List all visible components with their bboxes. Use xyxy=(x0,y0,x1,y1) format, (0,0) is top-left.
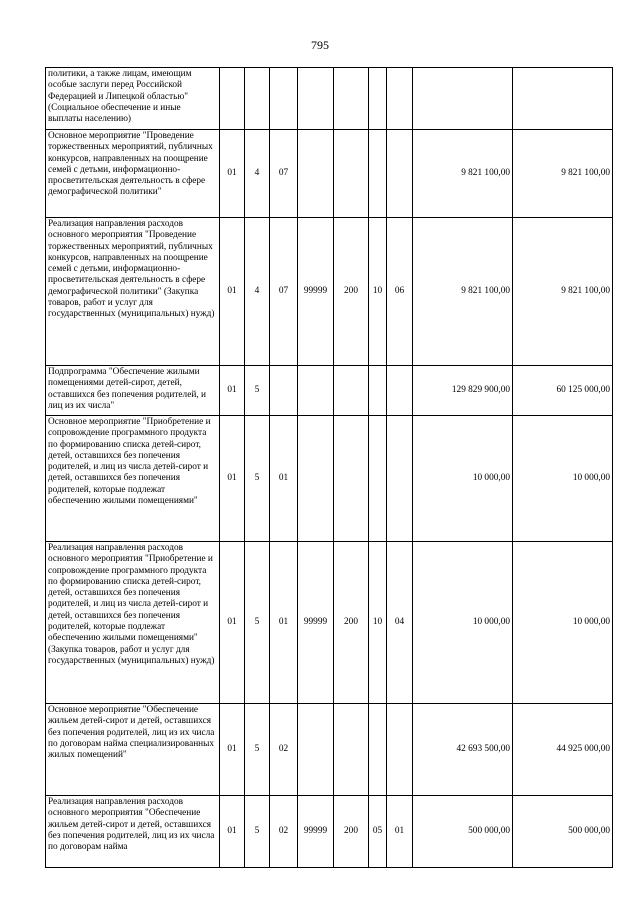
code-program: 01 xyxy=(220,704,245,796)
row-description: Основное мероприятие "Обеспечение жильем детей-сирот и детей, оставшихся без попечения родителей, лиц из их числа по договорам найма специализированных жилых помещений" xyxy=(46,704,220,796)
code-subsection: 06 xyxy=(387,218,413,366)
code-subprogram: 5 xyxy=(245,796,270,868)
code-direction xyxy=(298,704,334,796)
code-subprogram: 5 xyxy=(245,704,270,796)
amount-year-1: 129 829 900,00 xyxy=(413,366,513,416)
code-direction xyxy=(298,130,334,218)
table-row xyxy=(46,366,613,416)
code-subsection: 01 xyxy=(387,796,413,868)
code-section: 10 xyxy=(369,218,387,366)
code-section: 05 xyxy=(369,796,387,868)
code-subsection xyxy=(387,68,413,130)
row-description: Реализация направления расходов основного мероприятия "Обеспечение жильем детей-сирот и детей, оставшихся без попечения родителей, лиц из их числа по договорам найма xyxy=(46,796,220,868)
code-direction xyxy=(298,68,334,130)
amount-year-1: 42 693 500,00 xyxy=(413,704,513,796)
code-subprogram: 4 xyxy=(245,130,270,218)
amount-year-1: 500 000,00 xyxy=(413,796,513,868)
row-description: Реализация направления расходов основного мероприятия "Приобретение и сопровождение программного продукта по формированию списка детей-сирот, детей, оставшихся без попечения родителей, и лиц из числа детей-сирот и детей, оставшихся без попечения родителей, которые подлежат обеспечению жилыми помещениями" (Закупка товаров, работ и услуг для государственных (муниципальных) нужд) xyxy=(46,542,220,704)
code-activity: 07 xyxy=(270,130,298,218)
code-section xyxy=(369,68,387,130)
code-activity: 02 xyxy=(270,704,298,796)
table-row xyxy=(46,130,613,218)
code-expense-type xyxy=(334,366,369,416)
code-expense-type xyxy=(334,704,369,796)
code-activity xyxy=(270,68,298,130)
code-expense-type xyxy=(334,416,369,542)
code-expense-type: 200 xyxy=(334,796,369,868)
code-section: 10 xyxy=(369,542,387,704)
code-subsection xyxy=(387,130,413,218)
table-row xyxy=(46,68,613,130)
code-program: 01 xyxy=(220,130,245,218)
code-program xyxy=(220,68,245,130)
row-description: Подпрограмма "Обеспечение жилыми помещениями детей-сирот, детей, оставшихся без попечения родителей, и лиц из их числа" xyxy=(46,366,220,416)
code-activity xyxy=(270,366,298,416)
code-program: 01 xyxy=(220,416,245,542)
code-subprogram: 5 xyxy=(245,366,270,416)
amount-year-1: 10 000,00 xyxy=(413,416,513,542)
code-expense-type: 200 xyxy=(334,218,369,366)
code-activity: 07 xyxy=(270,218,298,366)
code-section xyxy=(369,366,387,416)
code-program: 01 xyxy=(220,218,245,366)
amount-year-2: 9 821 100,00 xyxy=(513,130,613,218)
row-description: Реализация направления расходов основного мероприятия "Проведение торжественных мероприятий, публичных конкурсов, направленных на поощрение семей с детьми, информационно-просветительская деятельность в сфере демографической политики" (Закупка товаров, работ и услуг для государственных (муниципальных) нужд) xyxy=(46,218,220,366)
code-direction xyxy=(298,416,334,542)
code-subsection: 04 xyxy=(387,542,413,704)
code-section xyxy=(369,704,387,796)
budget-table xyxy=(45,67,613,868)
amount-year-2: 9 821 100,00 xyxy=(513,218,613,366)
code-direction xyxy=(298,366,334,416)
code-direction: 99999 xyxy=(298,796,334,868)
code-subsection xyxy=(387,704,413,796)
code-expense-type xyxy=(334,130,369,218)
amount-year-2: 10 000,00 xyxy=(513,542,613,704)
table-row xyxy=(46,704,613,796)
code-subprogram: 5 xyxy=(245,542,270,704)
code-subprogram: 5 xyxy=(245,416,270,542)
table-row xyxy=(46,218,613,366)
code-section xyxy=(369,416,387,542)
code-activity: 02 xyxy=(270,796,298,868)
code-direction: 99999 xyxy=(298,542,334,704)
code-program: 01 xyxy=(220,542,245,704)
amount-year-2: 500 000,00 xyxy=(513,796,613,868)
table-row xyxy=(46,542,613,704)
code-expense-type xyxy=(334,68,369,130)
code-subprogram xyxy=(245,68,270,130)
row-description: политики, а также лицам, имеющим особые заслуги перед Российской Федерацией и Липецкой областью" (Социальное обеспечение и иные выплаты населению) xyxy=(46,68,220,130)
code-direction: 99999 xyxy=(298,218,334,366)
row-description: Основное мероприятие "Проведение торжественных мероприятий, публичных конкурсов, направленных на поощрение семей с детьми, информационно-просветительская деятельность в сфере демографической политики" xyxy=(46,130,220,218)
amount-year-1: 10 000,00 xyxy=(413,542,513,704)
amount-year-1: 9 821 100,00 xyxy=(413,218,513,366)
code-expense-type: 200 xyxy=(334,542,369,704)
code-subsection xyxy=(387,416,413,542)
code-subsection xyxy=(387,366,413,416)
amount-year-1: 9 821 100,00 xyxy=(413,130,513,218)
code-subprogram: 4 xyxy=(245,218,270,366)
code-section xyxy=(369,130,387,218)
amount-year-2: 60 125 000,00 xyxy=(513,366,613,416)
amount-year-2 xyxy=(513,68,613,130)
page-number: 795 xyxy=(311,38,329,52)
amount-year-2: 44 925 000,00 xyxy=(513,704,613,796)
code-program: 01 xyxy=(220,366,245,416)
code-activity: 01 xyxy=(270,542,298,704)
code-activity: 01 xyxy=(270,416,298,542)
table-row xyxy=(46,416,613,542)
row-description: Основное мероприятие "Приобретение и сопровождение программного продукта по формированию списка детей-сирот, детей, оставшихся без попечения родителей, и лиц из числа детей-сирот и детей, оставшихся без попечения родителей, которые подлежат обеспечению жилыми помещениями" xyxy=(46,416,220,542)
code-program: 01 xyxy=(220,796,245,868)
amount-year-2: 10 000,00 xyxy=(513,416,613,542)
table-row xyxy=(46,796,613,868)
amount-year-1 xyxy=(413,68,513,130)
